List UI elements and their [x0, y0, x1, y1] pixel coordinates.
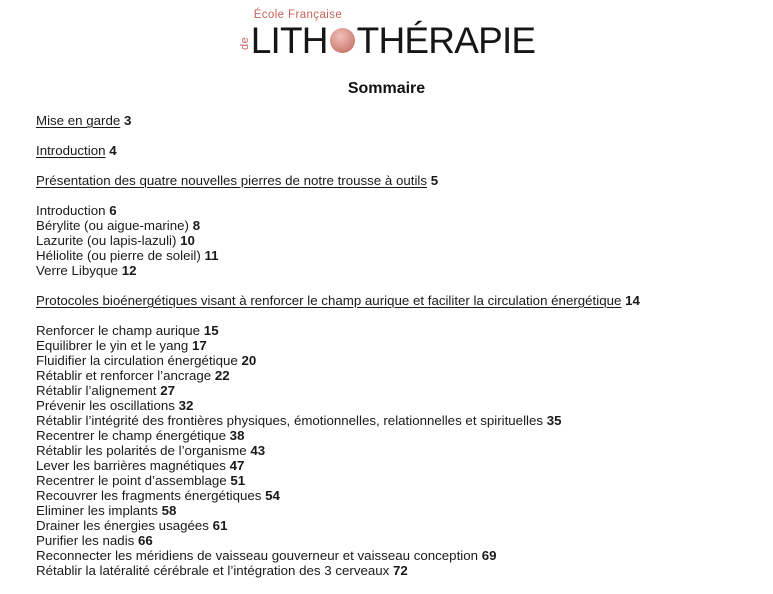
- page-number: 61: [212, 518, 228, 533]
- toc-item: [36, 368, 745, 383]
- page-number: 51: [230, 473, 246, 488]
- toc-group: [36, 203, 745, 278]
- logo-title-part2: THÉRAPIE: [356, 20, 536, 61]
- toc-item: [36, 503, 745, 518]
- toc-item-label: Introduction: [36, 203, 106, 218]
- toc-item-label: Recentrer le point d’assemblage: [36, 473, 227, 488]
- toc-item: [36, 488, 745, 503]
- toc-item-label: Rétablir la latéralité cérébrale et l’intégration des 3 cerveaux: [36, 563, 390, 578]
- toc-heading-link[interactable]: Présentation des quatre nouvelles pierres de notre trousse à outils: [36, 173, 428, 188]
- logo-school-line: École Française: [253, 9, 343, 21]
- logo-title: [251, 22, 536, 59]
- toc-item: [36, 563, 745, 578]
- logo: [0, 0, 773, 59]
- page-title: Sommaire: [347, 80, 426, 97]
- toc-item-label: Recouvrer les fragments énergétiques: [36, 488, 262, 503]
- toc-item: [36, 203, 745, 218]
- page-number: 15: [203, 323, 219, 338]
- page-number: 27: [160, 383, 175, 398]
- toc-heading-block: [36, 143, 745, 158]
- toc-item: [36, 428, 745, 443]
- toc-item: [36, 218, 745, 233]
- toc-item-label: Rétablir et renforcer l’ancrage: [36, 368, 212, 383]
- logo-title-part1: LITH: [250, 20, 328, 61]
- toc-item-label: Drainer les énergies usagées: [36, 518, 209, 533]
- page-number: 32: [178, 398, 194, 413]
- toc-item: [36, 443, 745, 458]
- toc-item-label: Lazurite (ou lapis-lazuli): [36, 233, 177, 248]
- toc-item: [36, 323, 745, 338]
- page-number: 58: [161, 503, 177, 518]
- toc-heading: [36, 143, 745, 158]
- stone-sphere-icon: [330, 28, 355, 53]
- toc-heading-link[interactable]: Mise en garde: [36, 113, 121, 128]
- page-number: 22: [214, 368, 230, 383]
- toc-heading-link[interactable]: Introduction: [36, 143, 106, 158]
- page-number: 54: [265, 488, 280, 503]
- toc-item: [36, 263, 745, 278]
- page-number: 72: [393, 563, 408, 578]
- logo-main: [251, 9, 536, 59]
- toc-heading: [36, 293, 745, 308]
- page-number: 20: [241, 353, 257, 368]
- toc-item: [36, 518, 745, 533]
- toc-item-label: Rétablir l’alignement: [36, 383, 157, 398]
- toc-heading: [36, 113, 745, 128]
- toc-item: [36, 548, 745, 563]
- toc-heading-block: [36, 173, 745, 188]
- page-number: 38: [229, 428, 245, 443]
- toc-item-label: Verre Libyque: [36, 263, 119, 278]
- page-number: 3: [123, 113, 132, 128]
- page-number: 43: [250, 443, 266, 458]
- toc-item-label: Eliminer les implants: [36, 503, 158, 518]
- logo-de-text: de: [238, 36, 251, 50]
- toc-group: [36, 323, 745, 578]
- toc-item: [36, 413, 745, 428]
- page-number: 14: [625, 293, 640, 308]
- toc-item: [36, 233, 745, 248]
- page-number: 12: [121, 263, 137, 278]
- toc-item-label: Rétablir les polarités de l’organisme: [36, 443, 247, 458]
- page-number: 35: [546, 413, 562, 428]
- toc-heading-link[interactable]: Protocoles bioénergétiques visant à renforcer le champ aurique et faciliter la circulation énergétique: [36, 293, 622, 308]
- page-number: 8: [192, 218, 201, 233]
- toc-item-label: Recentrer le champ énergétique: [36, 428, 226, 443]
- toc-item: [36, 383, 745, 398]
- page-number: 10: [180, 233, 195, 248]
- page-number: 6: [109, 203, 117, 218]
- toc-item: [36, 338, 745, 353]
- toc-item-label: Purifier les nadis: [36, 533, 135, 548]
- toc-heading-block: [36, 293, 745, 308]
- page-number: 5: [430, 173, 439, 188]
- page-number: 17: [191, 338, 207, 353]
- toc-item-label: Bérylite (ou aigue-marine): [36, 218, 189, 233]
- toc: [36, 113, 745, 578]
- toc-item-label: Reconnecter les méridiens de vaisseau gouverneur et vaisseau conception: [36, 548, 479, 563]
- toc-item: [36, 248, 745, 263]
- toc-heading: [36, 173, 745, 188]
- toc-heading-block: [36, 113, 745, 128]
- toc-item-label: Equilibrer le yin et le yang: [36, 338, 189, 353]
- toc-item: [36, 353, 745, 368]
- toc-item-label: Prévenir les oscillations: [36, 398, 175, 413]
- page-number: 4: [109, 143, 117, 158]
- page-number: 66: [138, 533, 153, 548]
- page-number: 47: [229, 458, 245, 473]
- toc-item: [36, 398, 745, 413]
- toc-item: [36, 533, 745, 548]
- page-number: 69: [481, 548, 497, 563]
- toc-item-label: Rétablir l’intégrité des frontières physiques, émotionnelles, relationnelles et spirituelles: [36, 413, 544, 428]
- toc-item: [36, 458, 745, 473]
- toc-item: [36, 473, 745, 488]
- toc-item-label: Héliolite (ou pierre de soleil): [36, 248, 201, 263]
- toc-item-label: Fluidifier la circulation énergétique: [36, 353, 238, 368]
- toc-item-label: Renforcer le champ aurique: [36, 323, 201, 338]
- toc-item-label: Lever les barrières magnétiques: [36, 458, 226, 473]
- page-number: 11: [204, 248, 219, 263]
